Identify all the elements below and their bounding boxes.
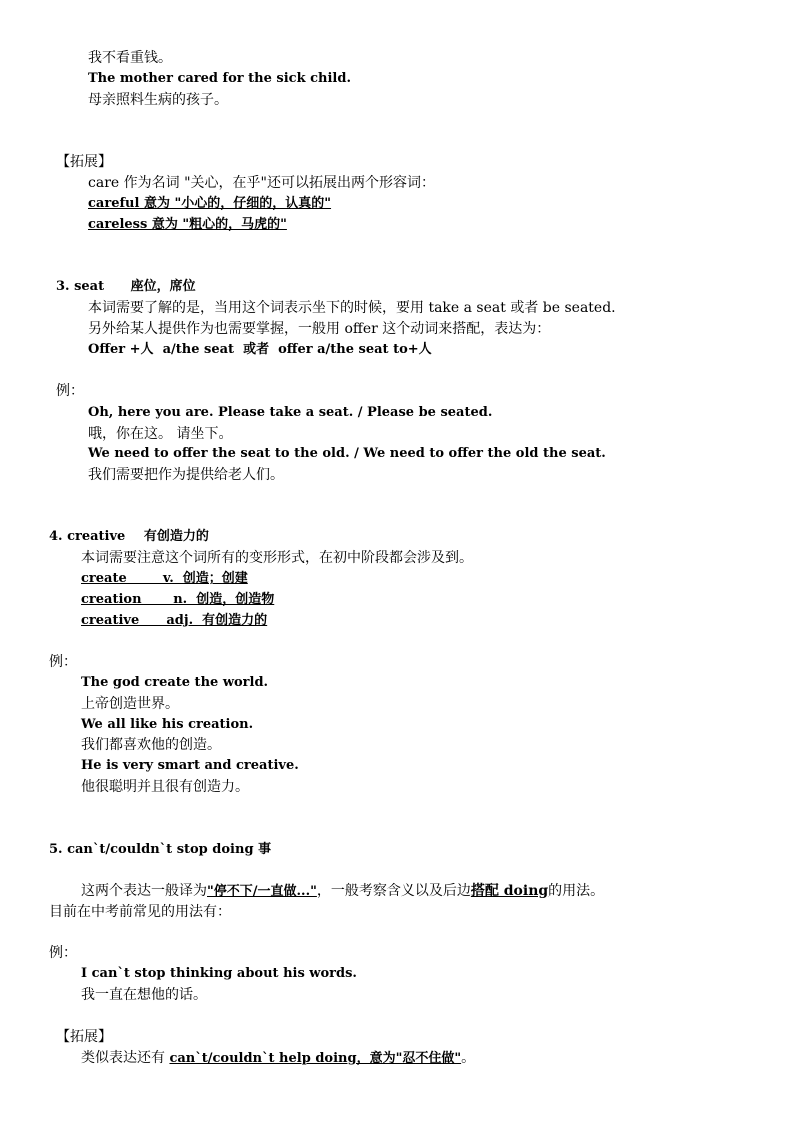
chinese-translation: 我们需要把作为提供给老人们。 bbox=[88, 467, 284, 483]
word-form-creative: creative adj. 有创造力的 bbox=[81, 613, 268, 628]
item-4-title-word: 4. creative bbox=[49, 529, 126, 544]
extension-phrase: can`t/couldn`t help doing，意为"忍不住做" bbox=[169, 1051, 462, 1066]
extension-text: care 作为名词 "关心，在乎"还可以拓展出两个形容词： bbox=[88, 175, 435, 191]
extension-word-careless: careless 意为 "粗心的，马虎的" bbox=[88, 217, 287, 232]
word-form-creation: creation n. 创造，创造物 bbox=[81, 592, 275, 607]
extension-text bbox=[81, 1048, 475, 1069]
chinese-translation: 他很聪明并且很有创造力。 bbox=[81, 779, 249, 795]
item-5-desc-part: ，一般考察含义以及后边 bbox=[316, 883, 471, 899]
extension-word-careful: careful 意为 "小心的，仔细的，认真的" bbox=[88, 196, 332, 211]
item-5-collocation: 搭配 doing bbox=[470, 883, 549, 899]
example-sentence: The god create the world. bbox=[81, 675, 269, 690]
chinese-translation: 我不看重钱。 bbox=[88, 50, 172, 66]
example-sentence: We all like his creation. bbox=[81, 717, 254, 732]
extension-text-part: 。 bbox=[461, 1050, 476, 1066]
item-4-description: 本词需要注意这个词所有的变形形式，在初中阶段都会涉及到。 bbox=[81, 550, 473, 566]
word-form-create: create v. 创造；创建 bbox=[81, 571, 248, 586]
item-5-desc-part: 这两个表达一般译为 bbox=[81, 883, 207, 899]
item-3-title-meaning: 座位，席位 bbox=[130, 279, 196, 294]
example-sentence: Oh, here you are. Please take a seat. / Please be seated. bbox=[88, 405, 493, 420]
chinese-translation: 我一直在想他的话。 bbox=[81, 987, 207, 1003]
chinese-translation: 母亲照料生病的孩子。 bbox=[88, 92, 228, 108]
item-3-description: 本词需要了解的是，当用这个词表示坐下的时候，要用 take a seat 或者 be seated. bbox=[88, 300, 616, 316]
item-5-title: 5. can`t/couldn`t stop doing 事 bbox=[49, 842, 272, 857]
example-label: 例： bbox=[49, 654, 77, 670]
item-3-title-word: 3. seat bbox=[56, 279, 105, 294]
chinese-translation: 上帝创造世界。 bbox=[81, 696, 179, 712]
example-label: 例： bbox=[49, 945, 77, 961]
example-sentence: The mother cared for the sick child. bbox=[88, 71, 351, 86]
item-3-title bbox=[56, 277, 196, 297]
item-5-description: 目前在中考前常见的用法有： bbox=[49, 904, 231, 920]
extension-heading: 【拓展】 bbox=[56, 1029, 112, 1045]
example-sentence: I can`t stop thinking about his words. bbox=[81, 966, 357, 981]
item-3-description: 另外给某人提供作为也需要掌握，一般用 offer 这个动词来搭配，表达为： bbox=[88, 321, 551, 337]
item-4-title bbox=[49, 527, 209, 547]
item-5-description bbox=[81, 881, 604, 902]
chinese-translation: 我们都喜欢他的创造。 bbox=[81, 737, 221, 753]
extension-text-part: 类似表达还有 bbox=[81, 1050, 170, 1066]
item-5-desc-part: 的用法。 bbox=[548, 883, 605, 899]
item-3-pattern: Offer +人 a/the seat 或者 offer a/the seat to+人 bbox=[88, 342, 432, 357]
item-4-title-meaning: 有创造力的 bbox=[143, 529, 209, 544]
example-label: 例： bbox=[56, 383, 84, 399]
example-sentence: We need to offer the seat to the old. / We need to offer the old the seat. bbox=[88, 446, 606, 461]
chinese-translation: 哦，你在这。 请坐下。 bbox=[88, 426, 233, 442]
extension-heading: 【拓展】 bbox=[56, 154, 112, 170]
example-sentence: He is very smart and creative. bbox=[81, 758, 299, 773]
item-5-meaning: "停不下/一直做..." bbox=[207, 884, 317, 899]
